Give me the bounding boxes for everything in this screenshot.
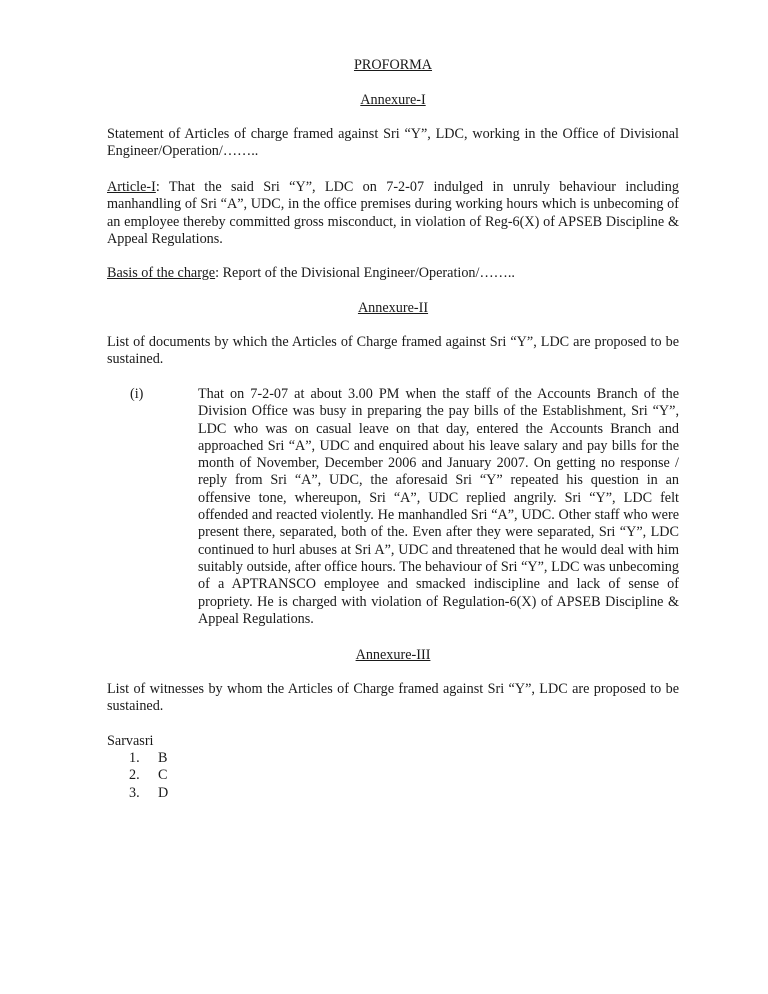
annexure-1-heading-text: Annexure-I [360,92,426,108]
basis-of-charge-paragraph [107,265,679,282]
statement-paragraph: Statement of Articles of charge framed against Sri “Y”, LDC, working in the Office of Divisional Engineer/Operation/…….. [107,126,679,160]
witness-number: 2. [129,767,140,784]
witnesses-intro-paragraph: List of witnesses by whom the Articles of Charge framed against Sri “Y”, LDC are proposed to be sustained. [107,681,679,715]
title-text: PROFORMA [353,57,433,73]
article-1-label: Article-I [107,179,156,195]
list-item [129,767,168,784]
witness-name: D [158,784,169,801]
list-item [129,750,168,767]
witness-list [129,750,168,802]
basis-text: : Report of the Divisional Engineer/Operation/…….. [215,265,515,281]
witness-number: 3. [129,784,140,801]
annexure-3-heading [107,647,679,664]
list-item [129,785,168,802]
annexure-3-heading-text: Annexure-III [355,647,431,663]
witness-name: B [158,750,168,766]
article-1-text: : That the said Sri “Y”, LDC on 7-2-07 indulged in unruly behaviour including manhandling of Sri “A”, UDC, in the office premises during working hours which is unbecoming of an employee thereby committed gross misconduct, in violation of Reg-6(X) of APSEB Discipline & Appeal Regulations. [107,179,679,247]
salutation: Sarvasri [107,733,154,749]
documents-intro-paragraph: List of documents by which the Articles of Charge framed against Sri “Y”, LDC are proposed to be sustained. [107,334,679,368]
article-1-paragraph [107,179,679,248]
document-item-number: (i) [130,386,144,402]
annexure-1-heading [107,92,679,109]
document-title [107,57,679,74]
basis-label: Basis of the charge [107,265,216,281]
annexure-2-heading-text: Annexure-II [357,300,429,316]
witness-name: C [158,767,168,784]
annexure-2-heading [107,300,679,317]
witness-number: 1. [129,750,140,766]
document-item-text: That on 7-2-07 at about 3.00 PM when the staff of the Accounts Branch of the Division Office was busy in preparing the pay bills of the Establishment, Sri “Y”, LDC who was on casual leave on that day, entered the Accounts Branch and approached Sri “A”, UDC and enquired about his leave salary and pay bills for the month of November, December 2006 and January 2007. On getting no response / reply from Sri “A”, UDC, the aforesaid Sri “Y” repeated his question in an offensive tone, whereupon, Sri “A”, UDC replied angrily. Sri “Y”, LDC felt offended and reacted violently. He manhandled Sri “A”, UDC. Other staff who were present there, separated, both of the. Even after they were separated, Sri “Y”, LDC continued to hurl abuses at Sri A”, UDC and threatened that he would deal with him suitably outside, after office hours. The behaviour of Sri “Y”, LDC was unbecoming of a APTRANSCO employee and smacked indiscipline and lack of sense of propriety. He is charged with violation of Regulation-6(X) of APSEB Discipline & Appeal Regulations. [198,386,679,627]
